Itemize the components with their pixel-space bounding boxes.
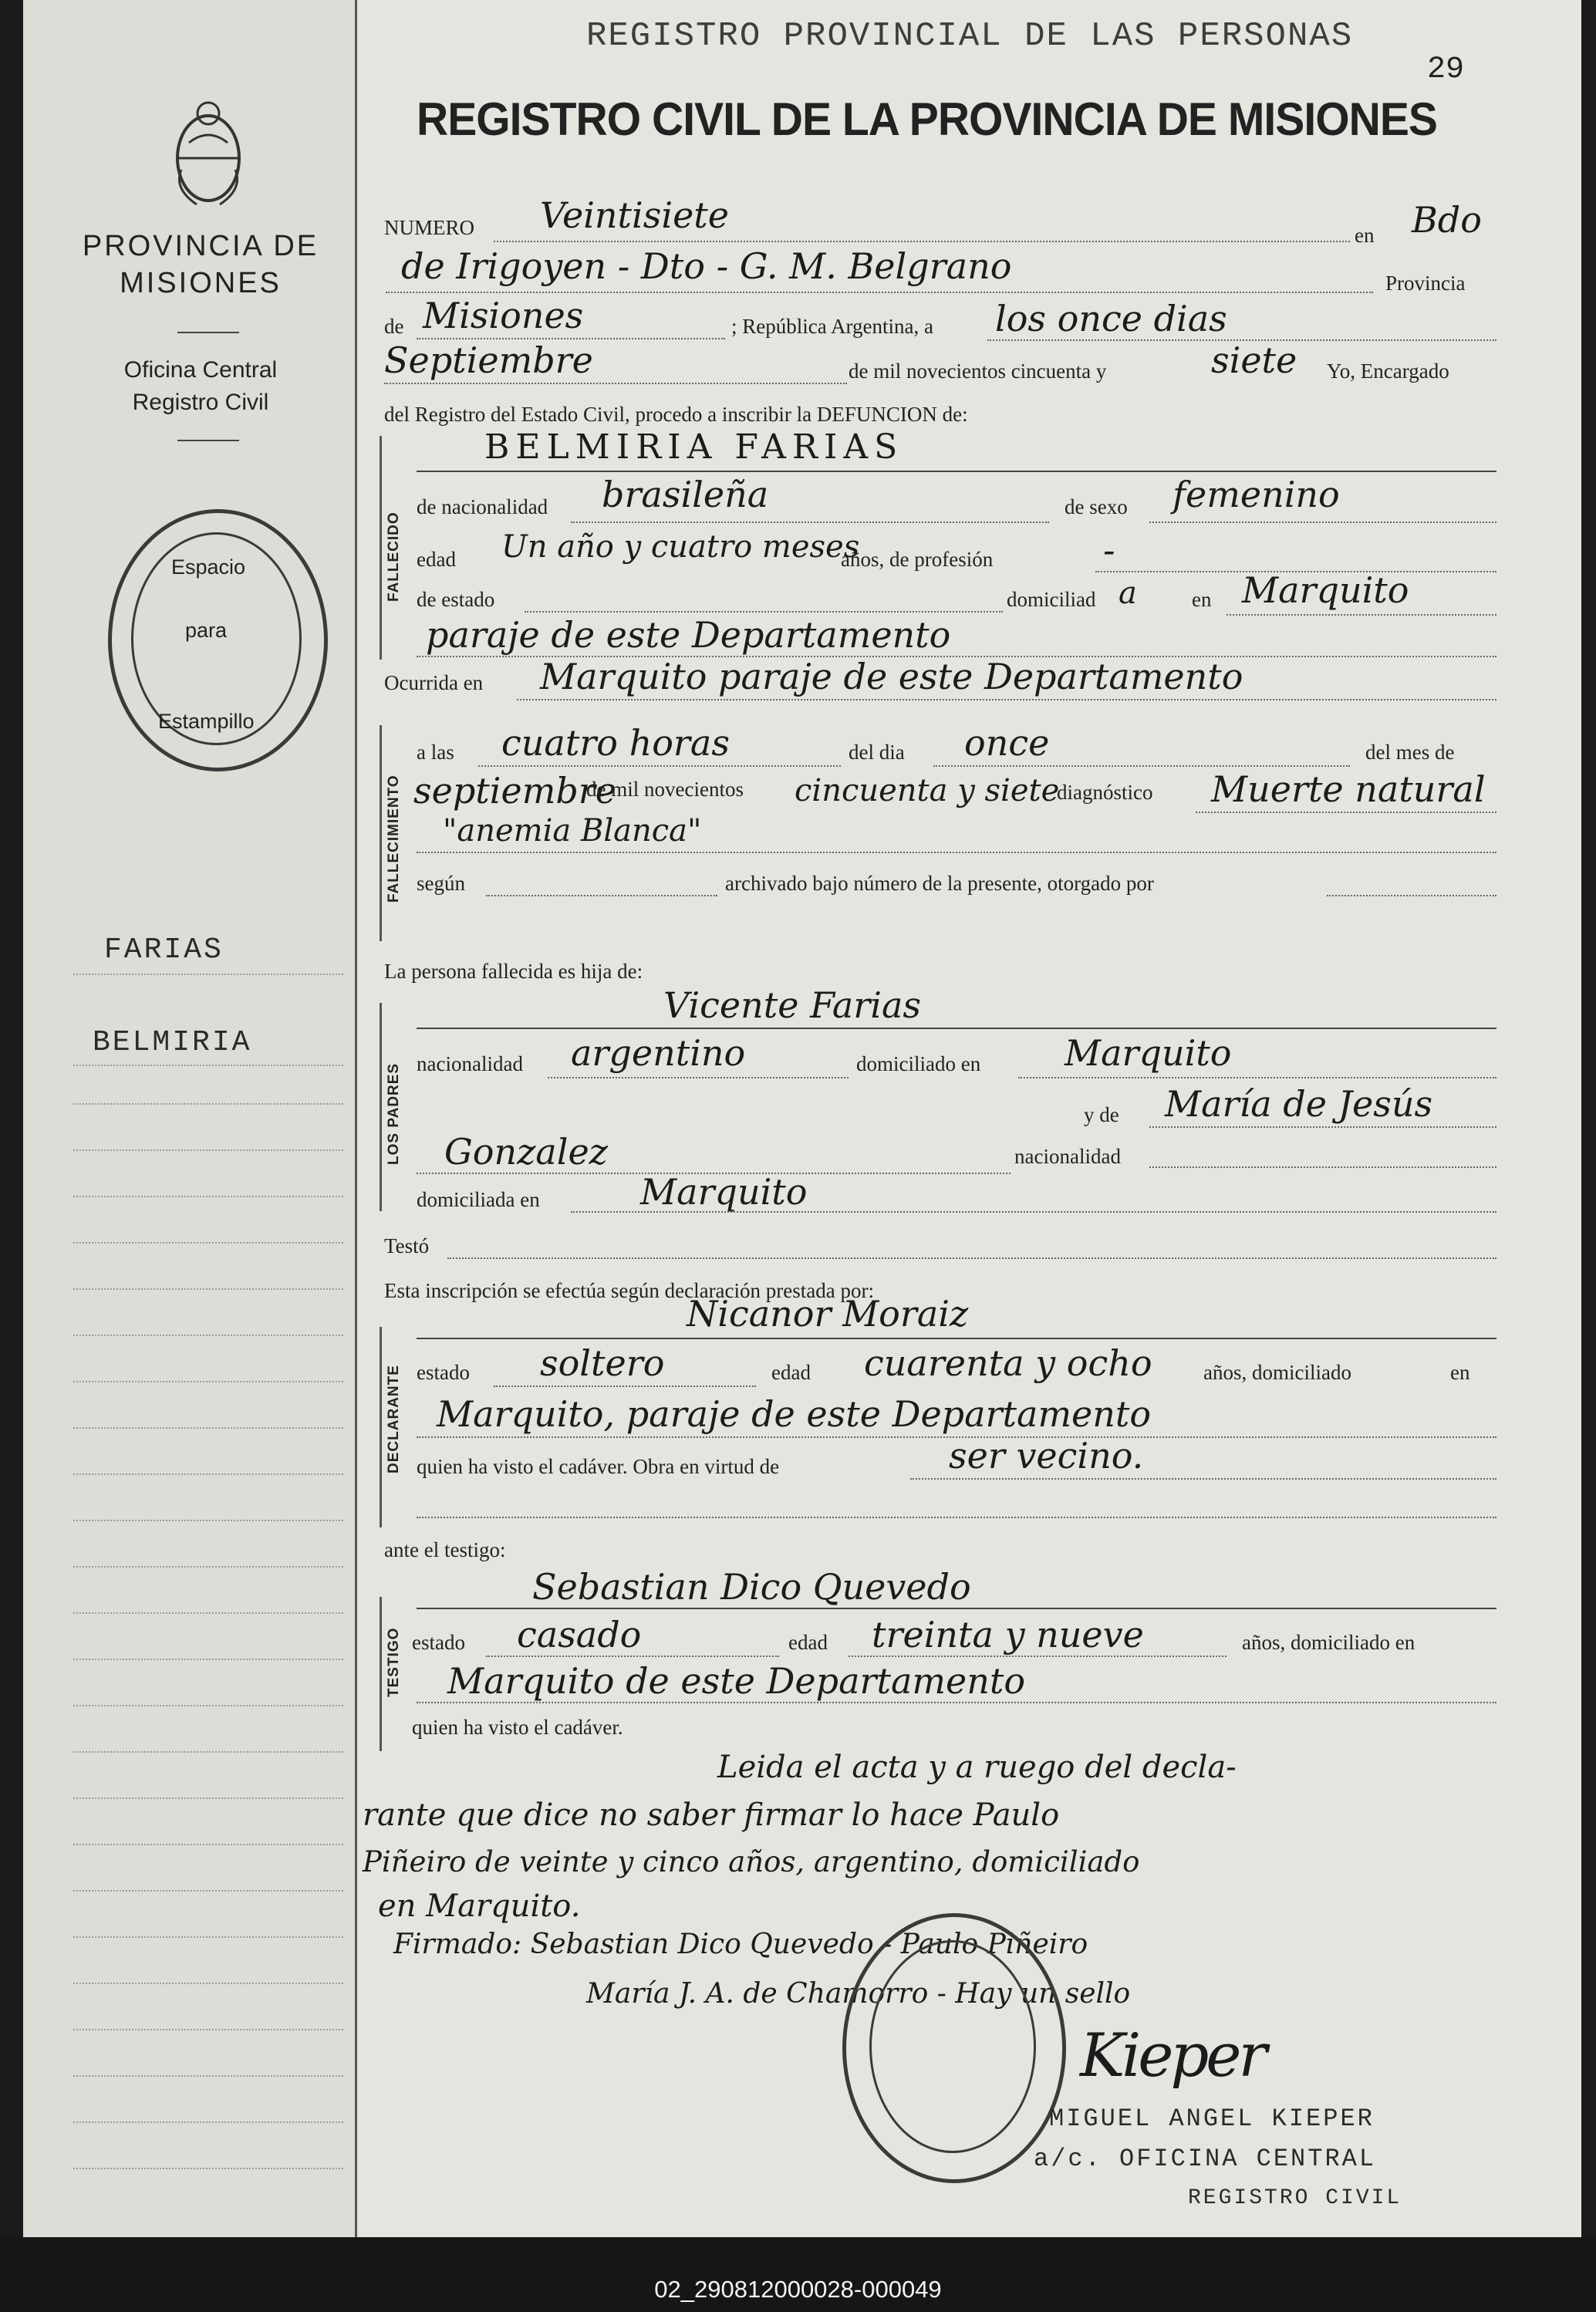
signer-registry: REGISTRO CIVIL bbox=[1188, 2186, 1402, 2210]
stamp-space-label-3: Estampillo bbox=[158, 710, 255, 733]
margin-rule bbox=[73, 1659, 343, 1660]
label-diagnostico: diagnóstico bbox=[1057, 781, 1153, 804]
entry-wit-state: casado bbox=[517, 1614, 642, 1656]
entry-domicile: Marquito bbox=[1242, 569, 1409, 611]
line bbox=[548, 1077, 849, 1078]
margin-rule bbox=[73, 1149, 343, 1151]
entry-day: once bbox=[964, 722, 1050, 764]
margin-rule bbox=[73, 974, 343, 975]
label-edad3: edad bbox=[788, 1631, 828, 1654]
note-line-1: Leida el acta y a ruego del decla- bbox=[717, 1750, 1237, 1785]
line bbox=[386, 292, 1373, 293]
entry-hour: cuatro horas bbox=[501, 722, 730, 764]
entry-decl-dom: Marquito, paraje de este Departamento bbox=[437, 1393, 1152, 1435]
line bbox=[849, 1656, 1227, 1657]
label-numero: NUMERO bbox=[384, 216, 475, 239]
label-de: de bbox=[384, 315, 404, 338]
document-title: REGISTRO CIVIL DE LA PROVINCIA DE MISIONES bbox=[417, 93, 1437, 145]
line bbox=[1149, 521, 1496, 523]
line bbox=[486, 895, 717, 896]
margin-rule bbox=[73, 1890, 343, 1892]
margin-rule bbox=[73, 2121, 343, 2123]
province-heading-2: MISIONES bbox=[120, 267, 282, 299]
entry-witness: Sebastian Dico Quevedo bbox=[532, 1566, 971, 1608]
note-line-4: en Marquito. bbox=[378, 1888, 581, 1924]
label-anos-domiciliado: años, domiciliado bbox=[1203, 1361, 1351, 1384]
line bbox=[417, 1517, 1496, 1518]
note-line-3: Piñeiro de veinte y cinco años, argentino, domiciliado bbox=[363, 1845, 1140, 1878]
label-en: en bbox=[1355, 224, 1375, 247]
province-heading-1: PROVINCIA DE bbox=[82, 230, 319, 262]
entry-year: siete bbox=[1211, 339, 1297, 381]
label-inscripcion: Esta inscripción se efectúa según declaración prestada por: bbox=[384, 1279, 874, 1302]
entry-place-line: de Irigoyen - Dto - G. M. Belgrano bbox=[401, 245, 1012, 287]
line bbox=[447, 1257, 1496, 1259]
line bbox=[494, 241, 1350, 242]
line bbox=[1227, 614, 1496, 616]
line bbox=[384, 383, 847, 384]
label-anos-profesion: años, de profesión bbox=[841, 548, 994, 571]
margin-rule bbox=[73, 2168, 343, 2169]
line bbox=[494, 1386, 756, 1387]
entry-province: Misiones bbox=[423, 295, 584, 336]
section-label-padres: LOS PADRES bbox=[386, 1062, 402, 1165]
label-nacionalidad2: nacionalidad bbox=[417, 1052, 523, 1075]
label-edad: edad bbox=[417, 548, 456, 571]
entry-numero: Veintisiete bbox=[540, 194, 730, 236]
label-en-dom: en bbox=[1192, 588, 1212, 611]
line bbox=[417, 852, 1496, 853]
margin-surname: FARIAS bbox=[104, 933, 224, 967]
entry-wit-dom: Marquito de este Departamento bbox=[447, 1660, 1026, 1702]
margin-rule bbox=[73, 1983, 343, 1984]
line bbox=[1196, 812, 1496, 813]
label-del-mes-de: del mes de bbox=[1365, 741, 1455, 764]
section-label-testigo: TESTIGO bbox=[386, 1627, 402, 1697]
note-line-5: Firmado: Sebastian Dico Quevedo - Paulo Piñeiro bbox=[393, 1929, 1088, 1960]
line bbox=[486, 1656, 779, 1657]
stamp-seal-bottom bbox=[842, 1913, 1066, 2183]
image-footer bbox=[0, 2237, 1596, 2312]
margin-rule bbox=[73, 1936, 343, 1938]
office-line-1: Oficina Central bbox=[123, 357, 278, 383]
entry-diagnosis: Muerte natural bbox=[1211, 768, 1486, 810]
section-bracket bbox=[380, 436, 382, 660]
label-domiciliada-en: domiciliada en bbox=[417, 1188, 540, 1211]
entry-month: Septiembre bbox=[384, 339, 593, 381]
label-edad2: edad bbox=[771, 1361, 811, 1384]
line bbox=[417, 1338, 1496, 1339]
label-en2: en bbox=[1450, 1361, 1470, 1384]
entry-father-dom: Marquito bbox=[1065, 1032, 1232, 1074]
entry-decl-age: cuarenta y ocho bbox=[864, 1342, 1152, 1384]
margin-rule bbox=[73, 1103, 343, 1105]
label-del-dia: del dia bbox=[849, 741, 905, 764]
margin-rule bbox=[73, 1288, 343, 1290]
section-label-fallecido: FALLECIDO bbox=[386, 511, 402, 602]
margin-rule bbox=[73, 1705, 343, 1706]
entry-month2: septiembre bbox=[413, 770, 616, 812]
label-ocurrida-en: Ocurrida en bbox=[384, 671, 484, 694]
label-ante-testigo: ante el testigo: bbox=[384, 1538, 506, 1561]
label-testo: Testó bbox=[384, 1234, 430, 1257]
entry-diagnosis2: "anemia Blanca" bbox=[443, 813, 702, 849]
line bbox=[517, 699, 1496, 700]
margin-rule bbox=[73, 1797, 343, 1799]
entry-mother-dom: Marquito bbox=[640, 1171, 808, 1213]
margin-rule bbox=[73, 1566, 343, 1568]
line bbox=[933, 765, 1350, 767]
label-yo-encargado: Yo, Encargado bbox=[1327, 359, 1449, 383]
entry-father: Vicente Farias bbox=[663, 984, 922, 1026]
margin-rule bbox=[73, 2029, 343, 2030]
label-estado: estado bbox=[417, 1361, 470, 1384]
stamp-space-label-1: Espacio bbox=[171, 555, 246, 579]
margin-rule bbox=[73, 1065, 343, 1066]
entry-declarant: Nicanor Moraiz bbox=[687, 1293, 969, 1335]
line bbox=[1149, 1126, 1496, 1128]
entry-domicile-line: paraje de este Departamento bbox=[426, 614, 951, 656]
entry-profession: - bbox=[1103, 529, 1115, 571]
divider bbox=[177, 440, 239, 441]
margin-rule bbox=[73, 1196, 343, 1197]
stamp-space-label-2: para bbox=[185, 619, 228, 642]
margin-rule bbox=[73, 1381, 343, 1382]
line bbox=[1327, 895, 1496, 896]
coat-of-arms-icon bbox=[166, 96, 251, 212]
label-del-registro: del Registro del Estado Civil, procedo a inscribir la DEFUNCION de: bbox=[384, 403, 968, 426]
entry-wit-age: treinta y nueve bbox=[872, 1614, 1144, 1656]
registry-stamp-header: REGISTRO PROVINCIAL DE LAS PERSONAS bbox=[586, 17, 1354, 56]
note-line-6: María J. A. de Chamorro - Hay un sello bbox=[586, 1978, 1131, 2010]
margin-rule bbox=[73, 1520, 343, 1521]
label-hija-de: La persona fallecida es hija de: bbox=[384, 960, 643, 983]
label-domiciliado: domiciliad bbox=[1007, 588, 1096, 611]
section-label-declarante: DECLARANTE bbox=[386, 1365, 402, 1473]
section-bracket bbox=[380, 1327, 382, 1527]
divider bbox=[177, 332, 239, 333]
label-y-de: y de bbox=[1084, 1103, 1119, 1126]
label-sexo: de sexo bbox=[1065, 495, 1128, 518]
line bbox=[525, 611, 1003, 613]
footer-id: 02_290812000028-000049 bbox=[654, 2276, 942, 2303]
label-mil-novecientos: de mil novecientos cincuenta y bbox=[849, 359, 1107, 383]
entry-en-place: Bdo bbox=[1412, 199, 1482, 241]
margin-rule bbox=[73, 1335, 343, 1336]
label-archivado: archivado bajo número de la presente, otorgado por bbox=[725, 872, 1154, 895]
section-bracket bbox=[380, 1597, 382, 1751]
line bbox=[417, 471, 1496, 472]
label-anos-domiciliado-en: años, domiciliado en bbox=[1242, 1631, 1415, 1654]
margin-given-name: BELMIRIA bbox=[93, 1026, 252, 1059]
label-de-mil-nov: de mil novecientos bbox=[586, 778, 744, 801]
label-segun: según bbox=[417, 872, 465, 895]
entry-sex: femenino bbox=[1173, 474, 1340, 515]
line bbox=[1018, 1077, 1496, 1078]
label-a-las: a las bbox=[417, 741, 454, 764]
margin-rule bbox=[73, 1751, 343, 1753]
entry-mother1: María de Jesús bbox=[1165, 1083, 1433, 1125]
entry-domiciled-suffix: a bbox=[1119, 575, 1137, 611]
margin-rule bbox=[73, 2075, 343, 2077]
line bbox=[417, 1608, 1496, 1609]
line bbox=[571, 1211, 1496, 1213]
note-line-2: rante que dice no saber firmar lo hace Paulo bbox=[363, 1797, 1060, 1833]
label-nacionalidad: de nacionalidad bbox=[417, 495, 548, 518]
entry-year2: cincuenta y siete bbox=[795, 773, 1060, 808]
folio-number: 29 bbox=[1427, 52, 1465, 87]
entry-decl-reason: ser vecino. bbox=[949, 1435, 1144, 1477]
entry-age: Un año y cuatro meses bbox=[501, 529, 860, 565]
entry-deceased-name: BELMIRIA FARIAS bbox=[484, 427, 904, 467]
office-line-2: Registro Civil bbox=[132, 390, 269, 415]
label-quien-visto-obra: quien ha visto el cadáver. Obra en virtud de bbox=[417, 1455, 780, 1478]
label-de-estado: de estado bbox=[417, 588, 495, 611]
label-nacionalidad3: nacionalidad bbox=[1014, 1145, 1121, 1168]
line bbox=[417, 1028, 1496, 1029]
section-bracket bbox=[380, 1003, 382, 1211]
signer-office: a/c. OFICINA CENTRAL bbox=[1034, 2145, 1377, 2173]
label-provincia: Provincia bbox=[1385, 272, 1466, 295]
entry-decl-state: soltero bbox=[540, 1342, 665, 1384]
label-quien-visto: quien ha visto el cadáver. bbox=[412, 1716, 623, 1739]
section-label-fallecimiento: FALLECIMIENTO bbox=[386, 775, 402, 903]
entry-date-day: los once dias bbox=[995, 298, 1227, 339]
line bbox=[571, 521, 1049, 523]
signature: Kieper bbox=[1080, 2021, 1264, 2091]
label-domiciliado-en: domiciliado en bbox=[856, 1052, 981, 1075]
label-estado2: estado bbox=[412, 1631, 465, 1654]
margin-column bbox=[23, 0, 357, 2237]
label-republica: ; República Argentina, a bbox=[731, 315, 933, 338]
line bbox=[417, 1702, 1496, 1703]
line bbox=[478, 765, 841, 767]
line bbox=[910, 1478, 1496, 1480]
entry-father-nat: argentino bbox=[571, 1032, 746, 1074]
line bbox=[1149, 1166, 1496, 1168]
entry-mother2: Gonzalez bbox=[444, 1131, 608, 1173]
entry-occurred: Marquito paraje de este Departamento bbox=[540, 656, 1243, 697]
margin-rule bbox=[73, 1242, 343, 1244]
margin-rule bbox=[73, 1427, 343, 1429]
margin-rule bbox=[73, 1473, 343, 1475]
entry-nationality: brasileña bbox=[602, 474, 769, 515]
section-bracket bbox=[380, 725, 382, 941]
margin-rule bbox=[73, 1612, 343, 1614]
margin-rule bbox=[73, 1844, 343, 1845]
signer-name: MIGUEL ANGEL KIEPER bbox=[1049, 2104, 1375, 2133]
